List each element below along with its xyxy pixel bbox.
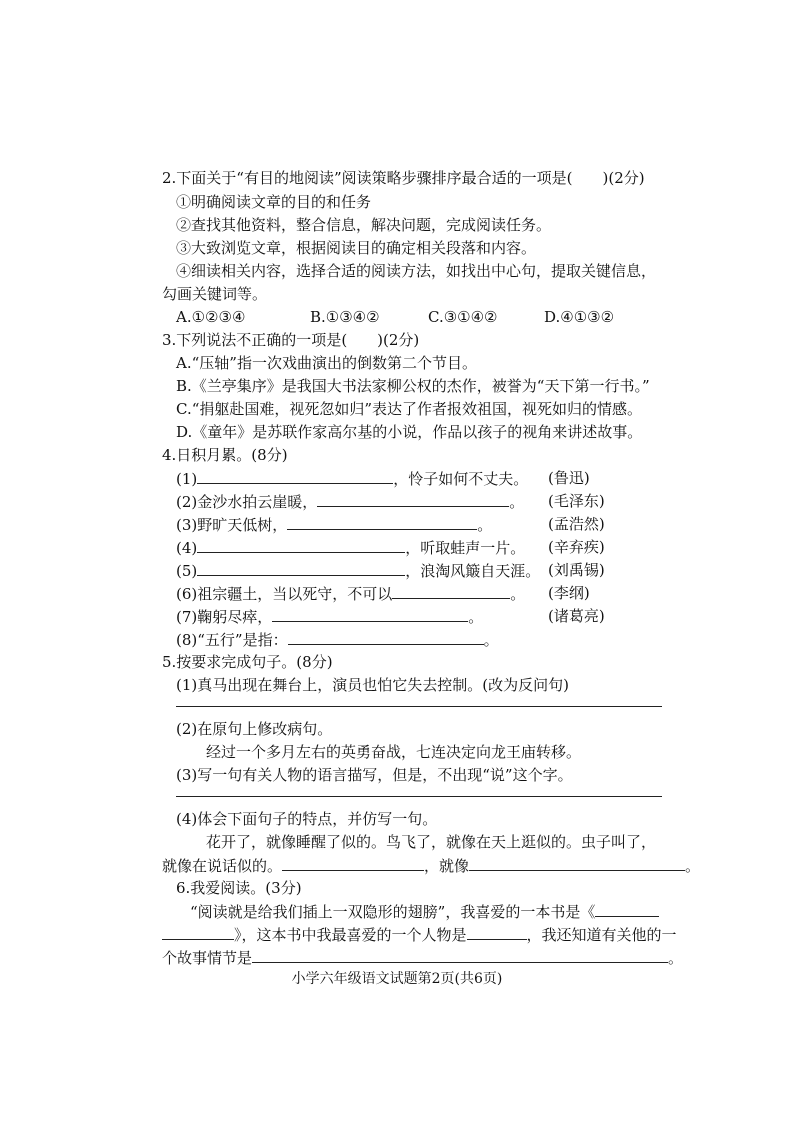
q4-item-1-pre: (1) <box>176 470 198 488</box>
q4-item-8-blank[interactable] <box>288 628 484 645</box>
q4-item-4-pre: (4) <box>176 539 198 557</box>
q4-item-4-post: ，听取蛙声一片。 <box>405 539 526 557</box>
q2-step-4-cont: 勾画关键词等。 <box>162 285 268 303</box>
q6-line-1-text: “阅读就是给我们插上一双隐形的翅膀”，我喜爱的一本书是《 <box>190 903 596 921</box>
q4-item-4-blank[interactable] <box>197 536 405 553</box>
q4-item-4-author: (辛弃疾) <box>548 538 605 556</box>
q2-step-4: ④细读相关内容，选择合适的阅读方法，如找出中心句，提取关键信息， <box>176 262 657 280</box>
q6-stem: 6.我爱阅读。(3分) <box>176 879 302 897</box>
q5-part-3-answer-line[interactable] <box>176 796 662 797</box>
q4-item-5-blank[interactable] <box>197 559 405 576</box>
q4-item-6-pre: (6)祖宗疆土，当以死守，不可以 <box>176 585 393 603</box>
q4-stem: 4.日积月累。(8分) <box>162 446 288 464</box>
q4-item-3-pre: (3)野旷天低树， <box>176 516 288 534</box>
q4-item-3-post: 。 <box>477 516 493 534</box>
q6-line-1 <box>190 900 659 923</box>
q4-item-3-author: (孟浩然) <box>548 515 605 533</box>
q4-item-8-post: 。 <box>483 631 499 649</box>
q2-option-b[interactable]: B.①③④② <box>310 308 380 326</box>
q2-option-d[interactable]: D.④①③② <box>544 308 615 326</box>
q2-option-c[interactable]: C.③①④② <box>428 308 498 326</box>
q2-stem: 2.下面关于“有目的地阅读”阅读策略步骤排序最合适的一项是( )(2分) <box>162 169 645 187</box>
q3-stem: 3.下列说法不正确的一项是( )(2分) <box>162 331 420 349</box>
q4-item-8-pre: (8)“五行”是指： <box>176 631 288 649</box>
q5-part-3: (3)写一句有关人物的语言描写，但是，不出现“说”这个字。 <box>176 766 573 784</box>
q3-option-a[interactable]: A.“压轴”指一次戏曲演出的倒数第二个节目。 <box>176 354 477 372</box>
q4-item-7-blank[interactable] <box>272 605 468 622</box>
q2-step-3: ③大致浏览文章，根据阅读目的确定相关段落和内容。 <box>176 239 537 257</box>
q4-item-5-author: (刘禹锡) <box>548 561 605 579</box>
q4-item-6-blank[interactable] <box>392 582 510 599</box>
q4-item-2-blank[interactable] <box>317 490 509 507</box>
q5-part-4-blank-1[interactable] <box>282 854 424 871</box>
q2-step-2: ②查找其他资料，整合信息，解决问题，完成阅读任务。 <box>176 216 552 234</box>
page-footer: 小学六年级语文试题第2页(共6页) <box>291 971 503 987</box>
q2-option-a[interactable]: A.①②③④ <box>176 308 246 326</box>
q4-item-6 <box>176 582 525 605</box>
q6-line-2 <box>162 923 677 946</box>
q5-part-2: (2)在原句上修改病句。 <box>176 720 333 738</box>
q5-part-4: (4)体会下面句子的特点，并仿写一句。 <box>176 810 438 828</box>
q4-item-7 <box>176 605 483 628</box>
q4-item-6-post: 。 <box>510 585 526 603</box>
q2-step-1: ①明确阅读文章的目的和任务 <box>176 193 372 211</box>
q6-line-3 <box>162 946 683 969</box>
q4-item-7-post: 。 <box>468 608 484 626</box>
q4-item-4 <box>176 536 525 559</box>
q5-part-4-example: 花开了，就像睡醒了似的。鸟飞了，就像在天上逛似的。虫子叫了， <box>206 833 657 851</box>
q5-part-4-imitation <box>162 854 700 877</box>
q4-item-3-blank[interactable] <box>287 513 477 530</box>
q5-part-4-end: 。 <box>685 857 701 875</box>
q5-stem: 5.按要求完成句子。(8分) <box>162 653 333 671</box>
q3-option-b[interactable]: B.《兰亭集序》是我国大书法家柳公权的杰作，被誉为“天下第一行书。” <box>176 377 650 395</box>
q4-item-2-pre: (2)金沙水拍云崖暖， <box>176 493 318 511</box>
q4-item-1-blank[interactable] <box>197 467 393 484</box>
q4-item-6-author: (李纲) <box>548 584 590 602</box>
q5-part-4-mid: ，就像 <box>424 857 470 875</box>
q6-line-2-text-a: 》，这本书中我最喜爱的一个人物是 <box>234 926 467 944</box>
q5-part-4-blank-2[interactable] <box>469 854 685 871</box>
q4-item-1-author: (鲁迅) <box>548 469 590 487</box>
q6-line-3-text: 个故事情节是 <box>162 949 253 967</box>
q6-story-blank[interactable] <box>252 946 668 963</box>
q3-option-c[interactable]: C.“捐躯赴国难，视死忽如归”表达了作者报效祖国，视死如归的情感。 <box>176 400 643 418</box>
q4-item-8 <box>176 628 499 651</box>
q5-part-2-sentence[interactable]: 经过一个多月左右的英勇奋战，七连决定向龙王庙转移。 <box>206 743 582 761</box>
q4-item-1-post: ，怜子如何不丈夫。 <box>393 470 529 488</box>
q6-line-2-text-b: ，我还知道有关他的一 <box>526 926 677 944</box>
q4-item-5-pre: (5) <box>176 562 198 580</box>
q4-item-3 <box>176 513 492 536</box>
q4-item-5 <box>176 559 540 582</box>
q6-character-blank[interactable] <box>467 923 527 940</box>
q4-item-1 <box>176 467 528 490</box>
q5-part-1: (1)真马出现在舞台上，演员也怕它失去控制。(改为反问句) <box>176 676 569 694</box>
q4-item-2-author: (毛泽东) <box>548 492 605 510</box>
q4-item-7-pre: (7)鞠躬尽瘁， <box>176 608 273 626</box>
q5-part-4-example-end: 就像在说话似的。 <box>162 857 283 875</box>
q5-part-1-answer-line[interactable] <box>176 706 662 707</box>
q4-item-2 <box>176 490 524 513</box>
q6-book-blank-cont[interactable] <box>162 923 234 940</box>
q6-line-3-end: 。 <box>668 949 684 967</box>
q4-item-7-author: (诸葛亮) <box>548 607 605 625</box>
q6-book-blank[interactable] <box>595 900 659 917</box>
q4-item-2-post: 。 <box>509 493 525 511</box>
q3-option-d[interactable]: D.《童年》是苏联作家高尔基的小说，作品以孩子的视角来讲述故事。 <box>176 423 643 441</box>
q4-item-5-post: ，浪淘风簸自天涯。 <box>405 562 541 580</box>
